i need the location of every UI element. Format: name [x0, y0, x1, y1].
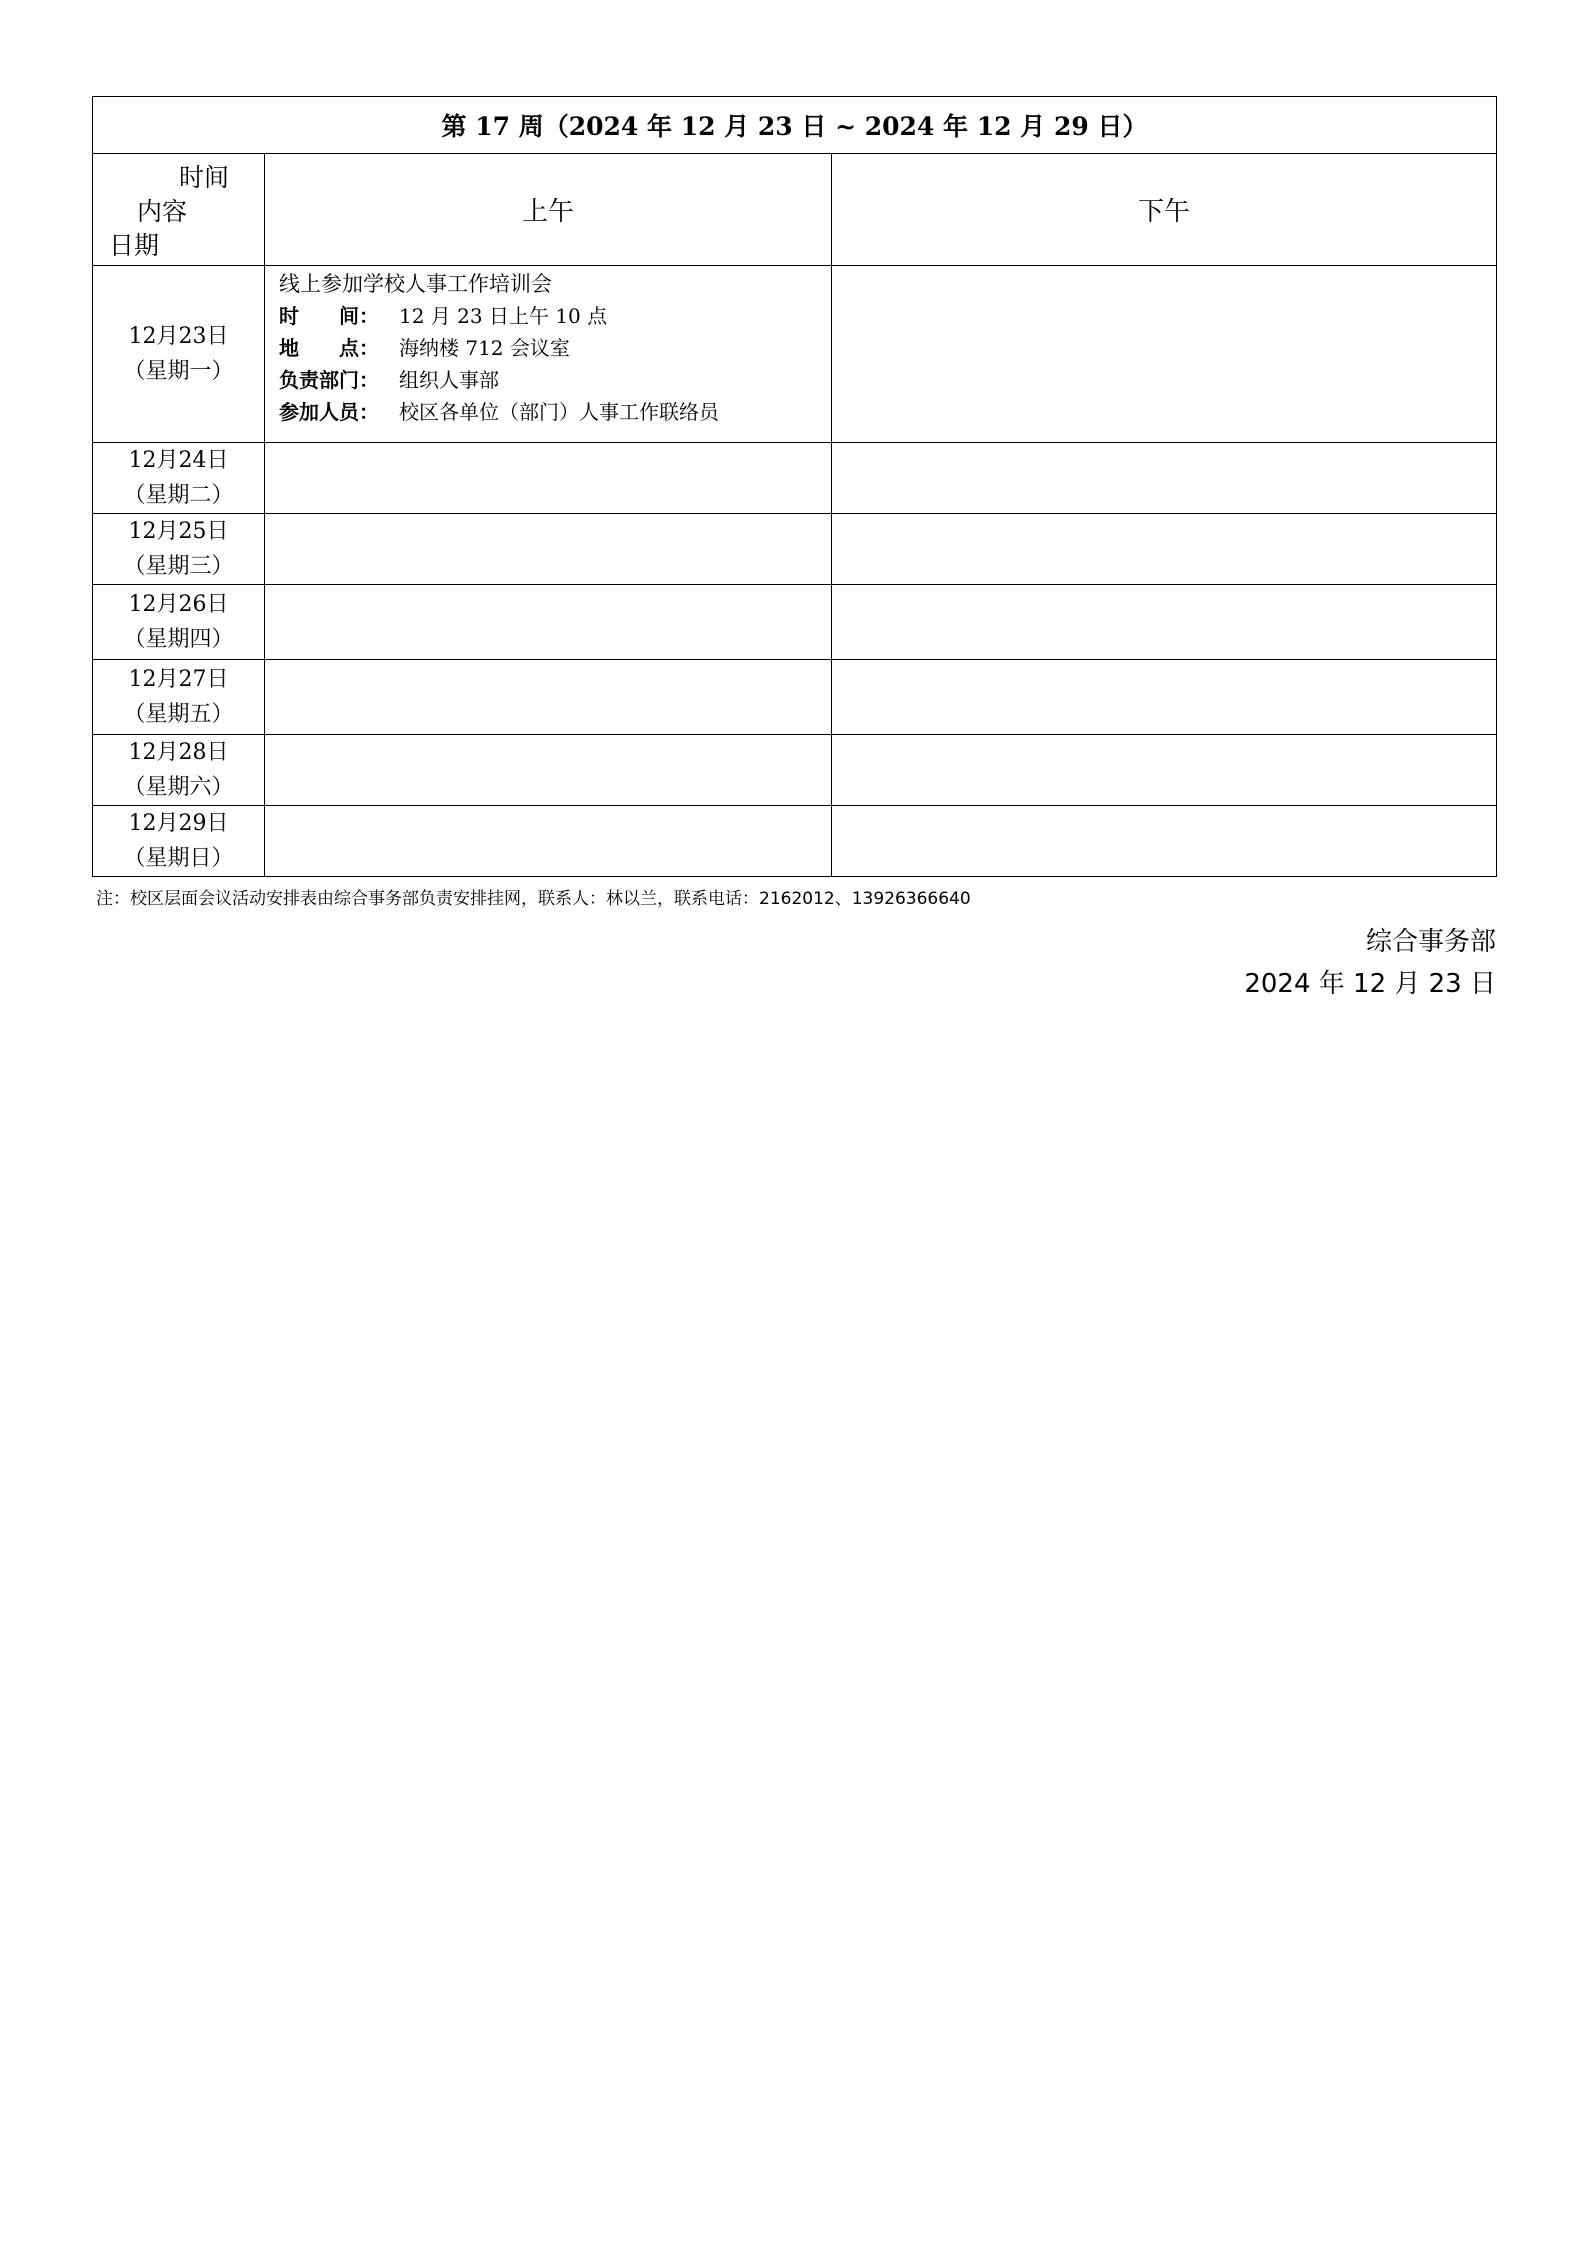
corner-label-time: 时间 — [179, 163, 230, 192]
weekday-label: （星期一） — [123, 359, 234, 384]
footnote: 注：校区层面会议活动安排表由综合事务部负责安排挂网，联系人：林以兰，联系电话：2162012、13926366640 — [96, 889, 971, 909]
corner-header-cell — [93, 154, 265, 266]
schedule-title: 第 17 周（2024 年 12 月 23 日 ~ 2024 年 12 月 29 日） — [93, 97, 1497, 154]
date-cell — [93, 585, 265, 660]
signature-department: 综合事务部 — [1365, 927, 1496, 957]
afternoon-cell — [832, 585, 1497, 660]
event-dept-label: 负责部门： — [279, 368, 379, 392]
date-label: 12月23日 — [128, 324, 229, 349]
morning-cell — [265, 266, 832, 443]
date-cell — [93, 660, 265, 735]
event-time-line — [279, 300, 831, 332]
date-label: 12月24日 — [128, 448, 229, 473]
afternoon-cell — [832, 735, 1497, 806]
date-cell — [93, 735, 265, 806]
morning-cell — [265, 735, 832, 806]
event-place-value: 海纳楼 712 会议室 — [399, 336, 570, 360]
corner-label-content: 内容 — [137, 197, 188, 226]
date-cell — [93, 266, 265, 443]
event-place-label: 地 点： — [279, 336, 379, 360]
day-row — [93, 514, 1497, 585]
signature-date: 2024 年 12 月 23 日 — [1244, 969, 1496, 999]
morning-cell — [265, 660, 832, 735]
weekday-label: （星期日） — [123, 846, 234, 871]
date-label: 12月26日 — [128, 592, 229, 617]
morning-cell — [265, 514, 832, 585]
event-attendees-label: 参加人员： — [279, 400, 379, 424]
afternoon-cell — [832, 660, 1497, 735]
morning-column-header: 上午 — [265, 154, 832, 266]
event-attendees-line — [279, 396, 831, 428]
event-dept-line — [279, 364, 831, 396]
afternoon-cell — [832, 806, 1497, 877]
afternoon-column-header: 下午 — [832, 154, 1497, 266]
weekday-label: （星期三） — [123, 554, 234, 579]
day-row — [93, 266, 1497, 443]
day-row — [93, 660, 1497, 735]
corner-label-date: 日期 — [109, 231, 160, 260]
weekday-label: （星期五） — [123, 702, 234, 727]
day-row — [93, 806, 1497, 877]
morning-cell — [265, 806, 832, 877]
event-time-label: 时 间： — [279, 304, 379, 328]
event-attendees-value: 校区各单位（部门）人事工作联络员 — [399, 400, 719, 424]
morning-cell — [265, 585, 832, 660]
weekday-label: （星期二） — [123, 483, 234, 508]
event-title: 线上参加学校人事工作培训会 — [279, 272, 552, 296]
date-label: 12月27日 — [128, 667, 229, 692]
afternoon-cell — [832, 443, 1497, 514]
afternoon-cell — [832, 266, 1497, 443]
event-place-line — [279, 332, 831, 364]
afternoon-cell — [832, 514, 1497, 585]
schedule-table — [92, 96, 1497, 877]
date-label: 12月25日 — [128, 519, 229, 544]
event-dept-value: 组织人事部 — [399, 368, 499, 392]
date-cell — [93, 806, 265, 877]
day-row — [93, 585, 1497, 660]
date-label: 12月28日 — [128, 740, 229, 765]
event-time-value: 12 月 23 日上午 10 点 — [399, 304, 608, 328]
weekday-label: （星期四） — [123, 627, 234, 652]
date-cell — [93, 514, 265, 585]
date-label: 12月29日 — [128, 811, 229, 836]
day-row — [93, 443, 1497, 514]
day-row — [93, 735, 1497, 806]
morning-cell — [265, 443, 832, 514]
weekday-label: （星期六） — [123, 775, 234, 800]
date-cell — [93, 443, 265, 514]
